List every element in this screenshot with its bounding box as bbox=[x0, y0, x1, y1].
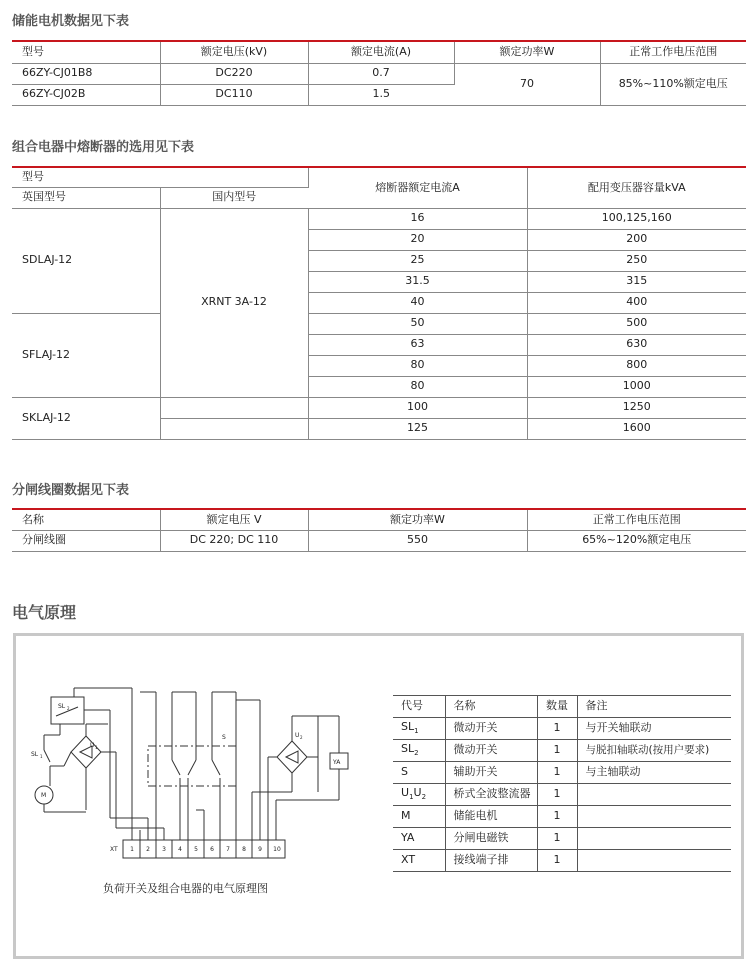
legend-code: $SL_2$ bbox=[393, 740, 445, 762]
fuse-capacity: 1000 bbox=[527, 376, 746, 397]
label-u2: U bbox=[295, 732, 300, 739]
fuse-current: 25 bbox=[308, 250, 527, 271]
fuse-current: 40 bbox=[308, 292, 527, 313]
label-sl2-sub: 2 bbox=[67, 706, 70, 711]
legend-name: 微动开关 bbox=[445, 740, 537, 762]
legend-note: 与脱扣轴联动(按用户要求) bbox=[577, 740, 731, 762]
fuse-current: 100 bbox=[308, 397, 527, 418]
fuse-capacity: 100,125,160 bbox=[527, 208, 746, 229]
motor-table-title: 储能电机数据见下表 bbox=[12, 14, 130, 29]
terminal-label: 8 bbox=[242, 846, 246, 853]
label-xt: XT bbox=[110, 846, 118, 853]
legend-name: 辅助开关 bbox=[445, 762, 537, 784]
fuse-capacity: 500 bbox=[527, 313, 746, 334]
fuse-header-capacity: 配用变压器容量kVA bbox=[527, 167, 746, 208]
fuse-capacity: 200 bbox=[527, 229, 746, 250]
label-sl1: SL bbox=[31, 751, 39, 758]
legend-qty: 1 bbox=[537, 828, 577, 850]
terminal-label: 9 bbox=[258, 846, 262, 853]
legend-name: 分闸电磁铁 bbox=[445, 828, 537, 850]
fuse-header-model: 型号 bbox=[12, 167, 308, 187]
legend-name: 接线端子排 bbox=[445, 850, 537, 872]
coil-cell-range: 65%~120%额定电压 bbox=[527, 530, 746, 551]
legend-qty: 1 bbox=[537, 762, 577, 784]
legend-note bbox=[577, 784, 731, 806]
label-sl2: SL bbox=[58, 703, 66, 710]
fuse-current: 20 bbox=[308, 229, 527, 250]
fuse-capacity: 1250 bbox=[527, 397, 746, 418]
motor-cell-model: 66ZY-CJ02B bbox=[12, 84, 160, 105]
legend-qty: 1 bbox=[537, 850, 577, 872]
fuse-capacity: 630 bbox=[527, 334, 746, 355]
legend-note bbox=[577, 806, 731, 828]
fuse-current: 125 bbox=[308, 418, 527, 439]
legend-name: 微动开关 bbox=[445, 718, 537, 740]
fuse-current: 80 bbox=[308, 355, 527, 376]
fuse-current: 31.5 bbox=[308, 271, 527, 292]
fuse-capacity: 315 bbox=[527, 271, 746, 292]
diagram-caption: 负荷开关及组合电器的电气原理图 bbox=[103, 882, 268, 895]
label-motor: M bbox=[41, 792, 47, 799]
motor-cell-model: 66ZY-CJ01B8 bbox=[12, 63, 160, 84]
terminal-label: 5 bbox=[194, 846, 198, 853]
coil-header-power: 额定功率W bbox=[308, 509, 527, 530]
terminal-label: 1 bbox=[130, 846, 134, 853]
motor-cell-voltage: DC220 bbox=[160, 63, 308, 84]
coil-header-name: 名称 bbox=[12, 509, 160, 530]
legend-code: S bbox=[393, 762, 445, 784]
coil-cell-power: 550 bbox=[308, 530, 527, 551]
electrical-title: 电气原理 bbox=[12, 603, 77, 622]
motor-cell-range: 85%~110%额定电压 bbox=[600, 63, 746, 105]
fuse-group-sflaj: SFLAJ-12 bbox=[12, 313, 160, 397]
fuse-capacity: 800 bbox=[527, 355, 746, 376]
fuse-capacity: 250 bbox=[527, 250, 746, 271]
fuse-current: 80 bbox=[308, 376, 527, 397]
legend-header-qty: 数量 bbox=[537, 696, 577, 718]
legend-note: 与开关轴联动 bbox=[577, 718, 731, 740]
terminal-label: 7 bbox=[226, 846, 230, 853]
label-u2-sub: 2 bbox=[300, 735, 303, 740]
legend-note bbox=[577, 850, 731, 872]
terminal-label: 10 bbox=[273, 846, 281, 853]
label-ya: YA bbox=[333, 759, 341, 766]
motor-header-current: 额定电流(A) bbox=[308, 41, 454, 63]
legend-table bbox=[393, 695, 731, 872]
label-sl1-sub: 1 bbox=[40, 754, 43, 759]
fuse-header-cn: 国内型号 bbox=[160, 187, 308, 208]
label-u1-sub: 1 bbox=[95, 745, 98, 750]
legend-name: 桥式全波整流器 bbox=[445, 784, 537, 806]
terminal-label: 4 bbox=[178, 846, 182, 853]
motor-cell-voltage: DC110 bbox=[160, 84, 308, 105]
motor-header-range: 正常工作电压范围 bbox=[600, 41, 746, 63]
terminal-label: 6 bbox=[210, 846, 214, 853]
motor-header-power: 额定功率W bbox=[454, 41, 600, 63]
legend-qty: 1 bbox=[537, 784, 577, 806]
motor-cell-power: 70 bbox=[454, 63, 600, 105]
label-s: S bbox=[222, 734, 226, 741]
fuse-header-en: 英国型号 bbox=[12, 187, 160, 208]
legend-code: $SL_1$ bbox=[393, 718, 445, 740]
fuse-group-sdlaj: SDLAJ-12 bbox=[12, 208, 160, 313]
fuse-capacity: 1600 bbox=[527, 418, 746, 439]
legend-code: $U_1U_2$ bbox=[393, 784, 445, 806]
legend-qty: 1 bbox=[537, 740, 577, 762]
legend-name: 储能电机 bbox=[445, 806, 537, 828]
legend-qty: 1 bbox=[537, 718, 577, 740]
terminal-label: 3 bbox=[162, 846, 166, 853]
fuse-header-current: 熔断器额定电流A bbox=[308, 167, 527, 208]
fuse-capacity: 400 bbox=[527, 292, 746, 313]
fuse-table-title: 组合电器中熔断器的选用见下表 bbox=[12, 140, 195, 155]
legend-header-name: 名称 bbox=[445, 696, 537, 718]
fuse-domestic-model: XRNT 3A-12 bbox=[160, 208, 308, 397]
coil-header-range: 正常工作电压范围 bbox=[527, 509, 746, 530]
label-u1: U bbox=[90, 742, 95, 749]
legend-code: YA bbox=[393, 828, 445, 850]
legend-header-note: 备注 bbox=[577, 696, 731, 718]
motor-header-voltage: 额定电压(kV) bbox=[160, 41, 308, 63]
legend-header-code: 代号 bbox=[393, 696, 445, 718]
legend-note bbox=[577, 828, 731, 850]
motor-header-model: 型号 bbox=[12, 41, 160, 63]
coil-cell-voltage: DC 220; DC 110 bbox=[160, 530, 308, 551]
terminal-label: 2 bbox=[146, 846, 150, 853]
coil-cell-name: 分闸线圈 bbox=[12, 530, 160, 551]
motor-cell-current: 1.5 bbox=[308, 84, 454, 105]
legend-qty: 1 bbox=[537, 806, 577, 828]
fuse-current: 16 bbox=[308, 208, 527, 229]
coil-header-voltage: 额定电压 V bbox=[160, 509, 308, 530]
coil-table-title: 分闸线圈数据见下表 bbox=[12, 483, 130, 498]
fuse-group-sklaj: SKLAJ-12 bbox=[12, 397, 160, 439]
fuse-current: 63 bbox=[308, 334, 527, 355]
legend-code: XT bbox=[393, 850, 445, 872]
legend-code: M bbox=[393, 806, 445, 828]
legend-note: 与主轴联动 bbox=[577, 762, 731, 784]
fuse-current: 50 bbox=[308, 313, 527, 334]
motor-cell-current: 0.7 bbox=[308, 63, 454, 84]
